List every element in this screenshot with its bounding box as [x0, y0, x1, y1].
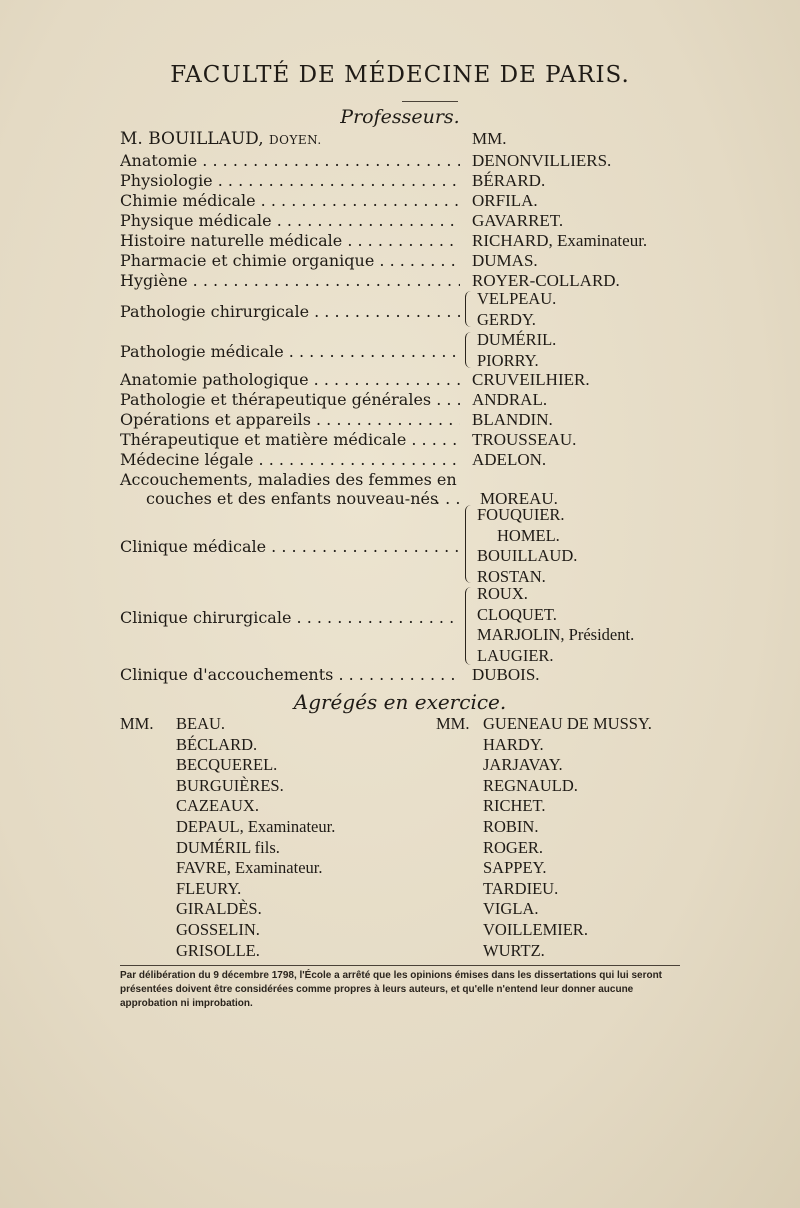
- names-group: [477, 505, 577, 587]
- mm-label: MM.: [472, 129, 507, 148]
- subject: Clinique chirurgicale . . .: [120, 608, 460, 628]
- agrege-name: HARDY.: [483, 734, 544, 754]
- agrege-name: DEPAUL, Examinateur.: [176, 816, 336, 836]
- professor-row: [120, 211, 680, 231]
- brace: [465, 291, 474, 327]
- doyen-name: M. BOUILLAUD,: [120, 129, 264, 149]
- agrege-name: BURGUIÈRES.: [176, 775, 284, 795]
- professeurs-heading: Professeurs.: [340, 106, 460, 128]
- agrege-name: ROGER.: [483, 837, 544, 857]
- professor-row: [120, 151, 680, 171]
- professor-name: TROUSSEAU.: [472, 430, 577, 449]
- subject: Opérations et appareils . . .: [120, 410, 460, 430]
- names-group: [477, 330, 556, 371]
- professor-name: ROYER-COLLARD.: [472, 271, 620, 290]
- professor-name: ROUX.: [477, 584, 528, 603]
- professor-row: [120, 231, 680, 251]
- professor-name: PIORRY.: [477, 350, 539, 370]
- agrege-name: GRISOLLE.: [176, 940, 260, 960]
- subject: Hygiène . . .: [120, 271, 460, 291]
- subject: Thérapeutique et matière médicale . . .: [120, 430, 460, 450]
- professor-name: VELPEAU.: [477, 289, 557, 308]
- professor-name: ANDRAL.: [472, 390, 548, 409]
- professor-row: [120, 390, 680, 410]
- agrege-name: RICHET.: [483, 796, 546, 816]
- names-group: [477, 584, 634, 666]
- professor-row: [120, 271, 680, 291]
- professor-name: DUMÉRIL.: [477, 330, 557, 349]
- professor-name: MOREAU.: [480, 489, 558, 508]
- subject: Pathologie médicale . . .: [120, 342, 460, 362]
- agrege-name: VIGLA.: [483, 899, 539, 919]
- agrege-name: BEAU.: [176, 714, 226, 733]
- professor-name: CRUVEILHIER.: [472, 370, 590, 389]
- agreges-right-column: [483, 714, 652, 961]
- subject: Clinique médicale . . .: [120, 537, 460, 557]
- pathologie-medicale-row: [120, 342, 680, 362]
- professor-row: [120, 450, 680, 470]
- agrege-name: BÉCLARD.: [176, 734, 258, 754]
- professor-name: GAVARRET.: [472, 211, 564, 230]
- subject: Clinique d'accouchements . . .: [120, 665, 460, 685]
- agreges-heading: Agrégés en exercice.: [293, 690, 507, 714]
- doyen-entry: [120, 129, 322, 149]
- professor-name: MARJOLIN, Président.: [477, 625, 635, 645]
- professor-name: ROSTAN.: [477, 566, 546, 586]
- pathologie-chirurgicale-row: [120, 302, 680, 322]
- professor-name: ADELON.: [472, 450, 547, 469]
- accouchements-row: [146, 489, 680, 509]
- subject: Pharmacie et chimie organique . . .: [120, 251, 460, 271]
- agrege-name: CAZEAUX.: [176, 796, 259, 816]
- professor-name: CLOQUET.: [477, 604, 557, 624]
- doyen-label: DOYEN.: [269, 133, 322, 147]
- subject: Anatomie pathologique . . .: [120, 370, 460, 390]
- professor-name: GERDY.: [477, 309, 536, 329]
- agrege-name: GOSSELIN.: [176, 919, 260, 939]
- agreges-left-column: [176, 714, 335, 961]
- subject: Physique médicale . . .: [120, 211, 460, 231]
- agrege-name: GIRALDÈS.: [176, 899, 262, 919]
- professor-row: [120, 430, 680, 450]
- professor-row: [120, 370, 680, 390]
- agrege-name: VOILLEMIER.: [483, 919, 588, 939]
- agrege-name: BECQUEREL.: [176, 755, 278, 775]
- names-group: [477, 289, 556, 330]
- agreges-left-prefix: MM.: [120, 714, 154, 733]
- clinique-accouchements-row: [120, 665, 680, 685]
- professor-name: DUMAS.: [472, 251, 538, 270]
- professor-name: BÉRARD.: [472, 171, 546, 190]
- professor-row: [120, 251, 680, 271]
- agrege-name: TARDIEU.: [483, 878, 559, 898]
- subject: Anatomie . . .: [120, 151, 460, 171]
- subject: Physiologie . . .: [120, 171, 460, 191]
- professor-row: [120, 191, 680, 211]
- agrege-name: FAVRE, Examinateur.: [176, 858, 323, 878]
- subject: couches et des enfants nouveau-nés: [146, 489, 439, 508]
- professor-row: [120, 171, 680, 191]
- professor-name: FOUQUIER.: [477, 505, 565, 524]
- professor-name: DUBOIS.: [472, 665, 540, 684]
- brace: [465, 587, 474, 665]
- footnote: Par délibération du 9 décembre 1798, l'École a arrêté que les opinions émises dans les dissertations qui lui seront présentées doivent être considérées comme propres à leurs auteurs, et qu'elle n'entend leur donner aucune approbation ni improbation.: [120, 970, 663, 1009]
- page-title: FACULTÉ DE MÉDECINE DE PARIS.: [170, 62, 630, 88]
- subject: Pathologie chirurgicale . . .: [120, 302, 460, 322]
- agrege-name: REGNAULD.: [483, 775, 578, 795]
- professor-row: [120, 410, 680, 430]
- subject: Pathologie et thérapeutique générales . . .: [120, 390, 460, 410]
- brace: [465, 332, 474, 368]
- subject: Histoire naturelle médicale . . .: [120, 231, 460, 251]
- professor-name: RICHARD, Examinateur.: [472, 231, 648, 250]
- title-rule: [402, 101, 458, 102]
- agreges-right-prefix: MM.: [436, 714, 470, 733]
- clinique-medicale-row: [120, 537, 680, 557]
- subject: Médecine légale . . .: [120, 450, 460, 470]
- professor-name: BLANDIN.: [472, 410, 553, 429]
- professor-name: LAUGIER.: [477, 645, 554, 665]
- brace: [465, 505, 474, 583]
- agrege-name: FLEURY.: [176, 878, 242, 898]
- accouchements-line1: Accouchements, maladies des femmes en: [120, 470, 457, 489]
- professor-name: ORFILA.: [472, 191, 538, 210]
- dots: . . .: [435, 489, 461, 508]
- professor-name: DENONVILLIERS.: [472, 151, 612, 170]
- bottom-rule: [120, 965, 680, 966]
- professor-name: BOUILLAUD.: [477, 546, 578, 566]
- subject: Chimie médicale . . .: [120, 191, 460, 211]
- agrege-name: JARJAVAY.: [483, 755, 563, 775]
- agrege-name: WURTZ.: [483, 940, 545, 960]
- agrege-name: ROBIN.: [483, 816, 539, 836]
- agrege-name: DUMÉRIL fils.: [176, 837, 280, 857]
- agrege-name: GUENEAU DE MUSSY.: [483, 714, 652, 733]
- agrege-name: SAPPEY.: [483, 858, 547, 878]
- professor-name: HOMEL.: [497, 525, 560, 545]
